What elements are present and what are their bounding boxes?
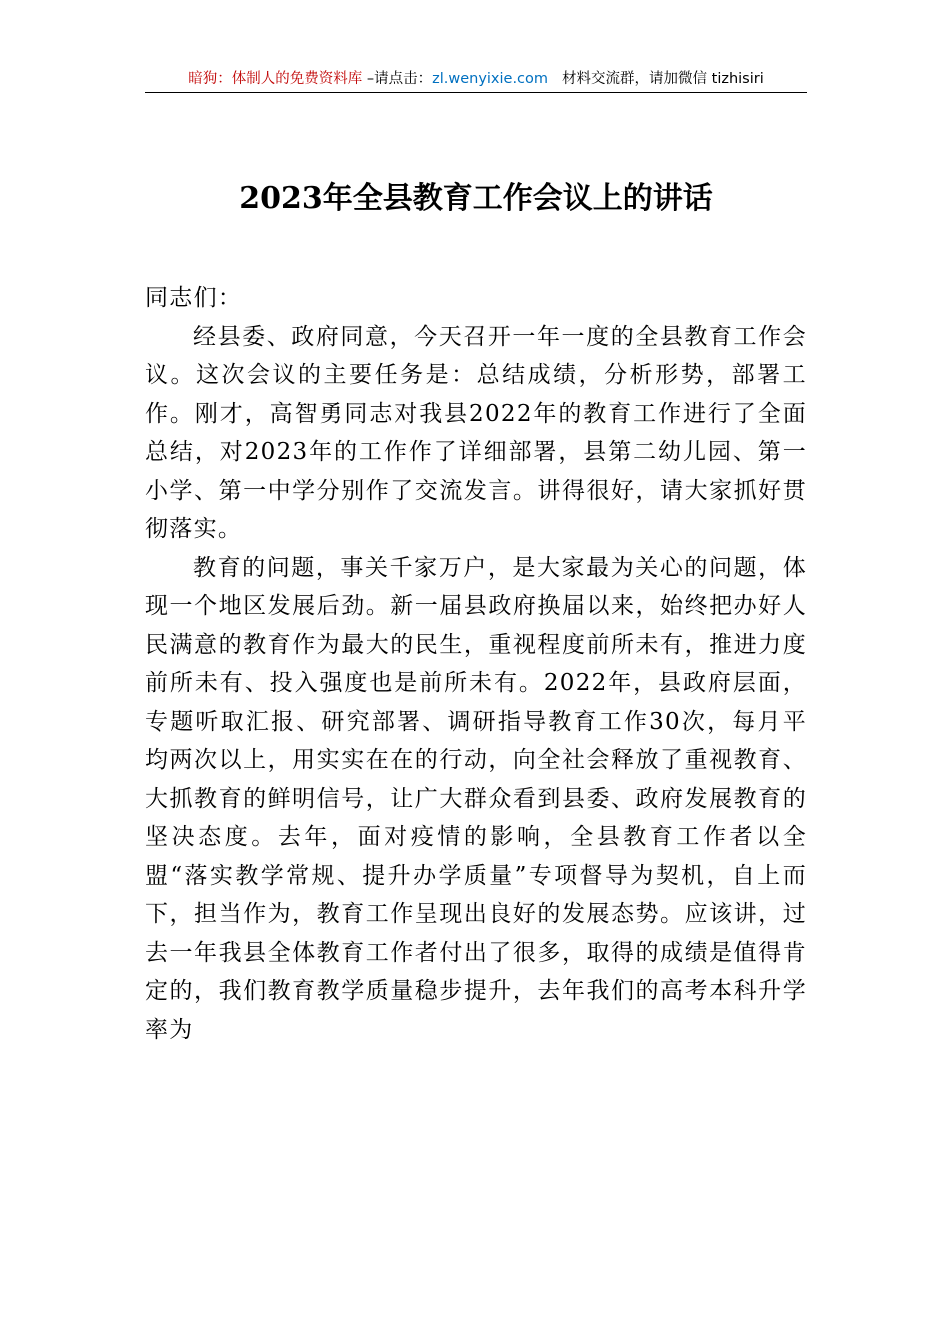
paragraph-2: 教育的问题，事关千家万户，是大家最为关心的问题，体现一个地区发展后劲。新一届县政府换届以来，始终把办好人民满意的教育作为最大的民生，重视程度前所未有，推进力度前所未有、投入强度也是前所未有。2022年，县政府层面，专题听取汇报、研究部署、调研指导教育工作30次，每月平均两次以上，用实实在在的行动，向全社会释放了重视教育、大抓教育的鲜明信号，让广大群众看到县委、政府发展教育的坚决态度。去年，面对疫情的影响，全县教育工作者以全盟“落实教学常规、提升办学质量”专项督导为契机，自上而下，担当作为，教育工作呈现出良好的发展态势。应该讲，过去一年我县全体教育工作者付出了很多，取得的成绩是值得肯定的，我们教育教学质量稳步提升，去年我们的高考本科升学率为 [145,554,807,1043]
header-brand: 暗狗：体制人的免费资料库 [188,71,363,87]
paragraph-1: 经县委、政府同意，今天召开一年一度的全县教育工作会议。这次会议的主要任务是：总结成绩，分析形势，部署工作。刚才，高智勇同志对我县2022年的教育工作进行了全面总结，对2023年的工作作了详细部署，县第二幼儿园、第一小学、第一中学分别作了交流发言。讲得很好，请大家抓好贯彻落实。 [145,323,807,542]
page-header [145,66,807,93]
header-separator: –请点击： [362,71,433,87]
document-title: 2023年全县教育工作会议上的讲话 [239,181,713,216]
document-body [145,279,807,1049]
header-link[interactable]: zl.wenyixie.com [432,71,549,87]
header-note: 材料交流群，请加微信 tizhisiri [562,71,764,87]
salutation: 同志们： [145,285,243,311]
